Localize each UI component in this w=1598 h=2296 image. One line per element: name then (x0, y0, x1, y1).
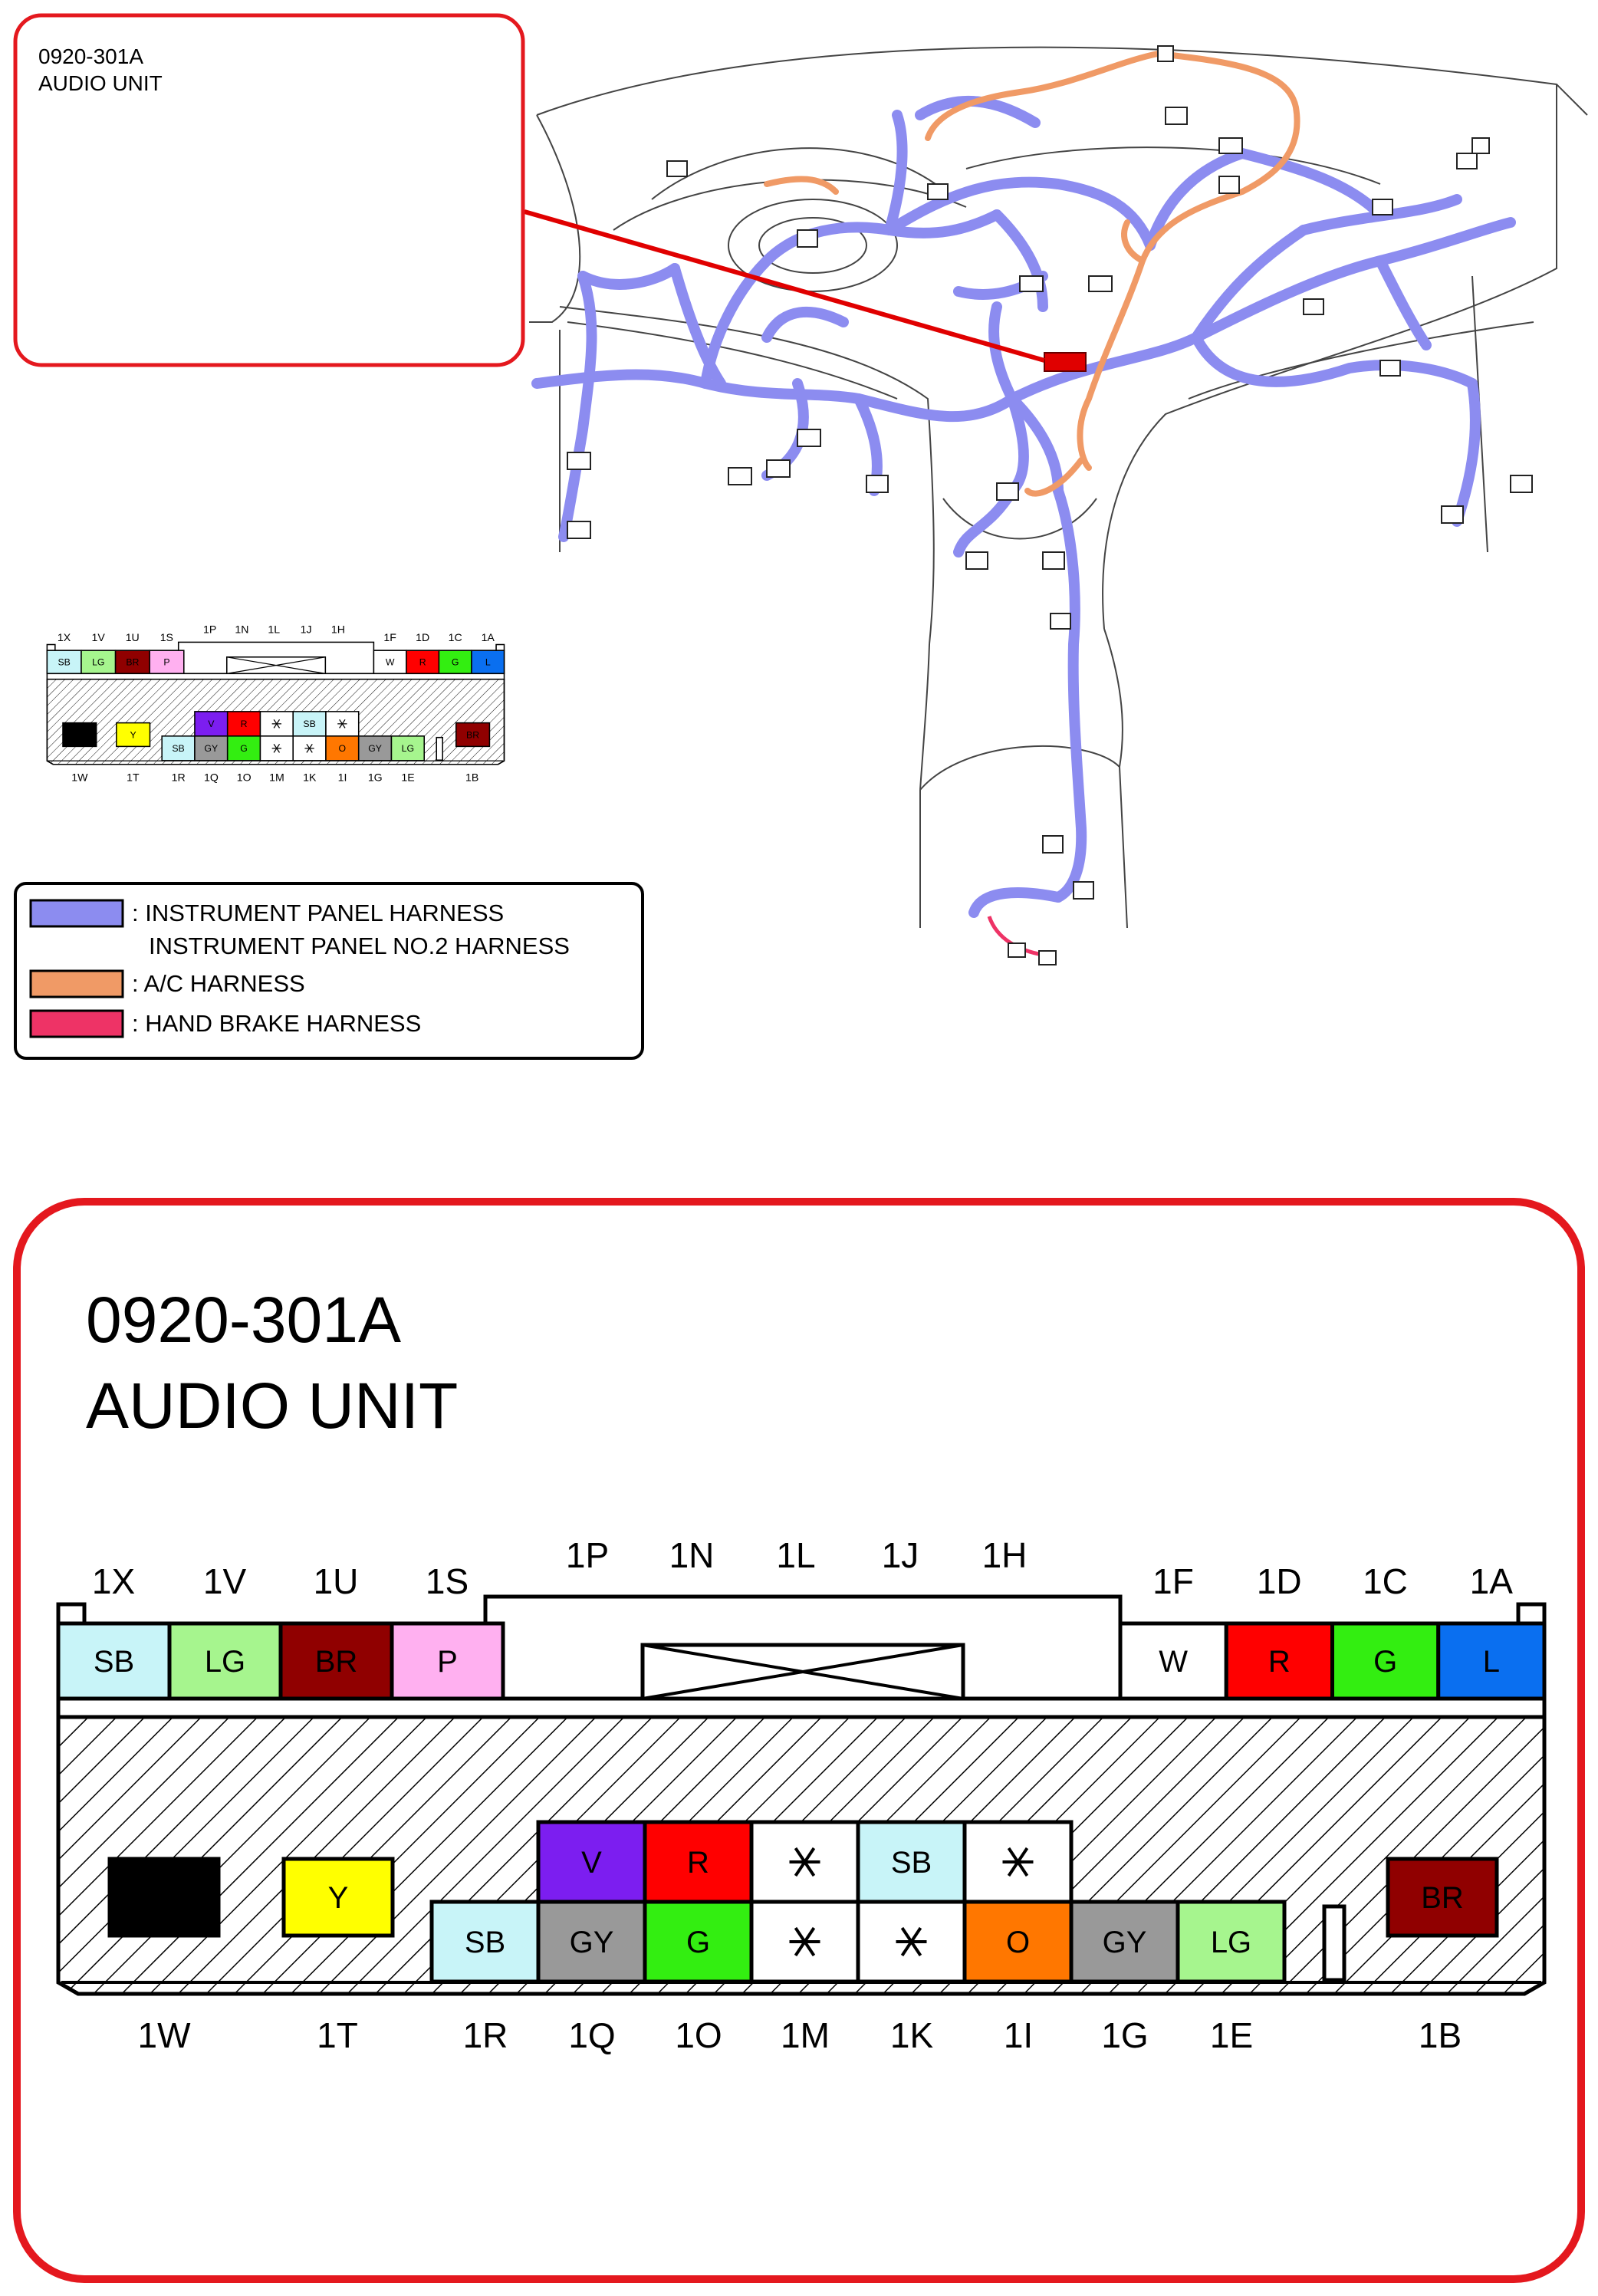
lower-pin-row (432, 1902, 1284, 1982)
pin-1v-cell (169, 1623, 281, 1699)
pin-1a-cell (1439, 1623, 1544, 1699)
pin-1k-label: 1K (889, 2015, 934, 2055)
pin-1n-label: 1N (669, 1535, 715, 1575)
pin-1g-cell-code: GY (1102, 1926, 1147, 1959)
pin-1s-cell (392, 1623, 503, 1699)
pin-1a-label: 1A (1469, 1561, 1513, 1601)
pin-1f-cell-code: W (1159, 1645, 1189, 1679)
pin-1w-label: 1W (137, 2015, 191, 2055)
top-right-pin-group (1120, 1623, 1544, 1699)
pin-1m-label: 1M (781, 2015, 830, 2055)
pin-1d-label: 1D (1256, 1561, 1302, 1601)
pin-1o-cell (645, 1902, 751, 1982)
pin-1r-label: 1R (462, 2015, 508, 2055)
connector-name: AUDIO UNIT (86, 1370, 459, 1442)
pin-1r-cell (432, 1902, 538, 1982)
upper-pin-row (538, 1822, 1071, 1902)
small-connector-code: 0920-301A (38, 44, 144, 68)
small-connector (47, 623, 504, 784)
pin-1p-label: 1P (565, 1535, 610, 1575)
pin-1f-cell (1120, 1623, 1226, 1699)
pin-1s-cell-code: P (437, 1645, 458, 1679)
pin-1u-label: 1U (313, 1561, 359, 1601)
pin-1e-cell-code: LG (1210, 1926, 1252, 1959)
legend-label-hand-brake: : HAND BRAKE HARNESS (132, 1010, 422, 1037)
pin-1t-cell (284, 1859, 393, 1936)
upper-cell-4 (858, 1822, 965, 1902)
upper-cell-2-code: R (687, 1846, 709, 1880)
instrument-panel-harness (537, 101, 1511, 913)
upper-cell-5 (965, 1822, 1071, 1902)
pin-1s-label: 1S (425, 1561, 469, 1601)
pin-1w-cell-code: B (153, 1881, 175, 1915)
audio-unit-locator-block (1044, 353, 1086, 371)
pin-1j-label: 1J (881, 1535, 919, 1575)
pin-1c-label: 1C (1363, 1561, 1408, 1601)
legend-label-ip-2: INSTRUMENT PANEL NO.2 HARNESS (149, 933, 570, 959)
harness-legend (15, 883, 643, 1058)
pin-1m-cell (751, 1902, 858, 1982)
pin-1f-label: 1F (1152, 1561, 1194, 1601)
small-connector-name: AUDIO UNIT (38, 71, 163, 95)
key-slot (1324, 1906, 1344, 1980)
pin-1q-cell-code: GY (569, 1926, 614, 1959)
top-left-pin-group (58, 1623, 503, 1699)
pin-1x-label: 1X (91, 1561, 136, 1601)
upper-cell-4-code: SB (890, 1846, 932, 1880)
pin-1e-cell (1178, 1902, 1284, 1982)
pin-1h-label: 1H (981, 1535, 1028, 1575)
large-connector-callout (17, 1202, 1581, 2279)
pin-1i-cell (965, 1902, 1071, 1982)
legend-swatch-ac (31, 971, 123, 997)
upper-cell-2 (645, 1822, 751, 1902)
legend-label-ip-1: : INSTRUMENT PANEL HARNESS (132, 900, 505, 926)
pin-1e-label: 1E (1209, 2015, 1254, 2055)
pin-1b-cell (1388, 1859, 1497, 1936)
pin-1o-cell-code: G (686, 1926, 711, 1959)
pin-1x-cell (58, 1623, 169, 1699)
pin-1x-cell-code: SB (93, 1645, 135, 1679)
pin-1a-cell-code: L (1482, 1645, 1500, 1679)
pin-1g-label: 1G (1101, 2015, 1149, 2055)
pin-1o-label: 1O (675, 2015, 722, 2055)
pin-1c-cell (1333, 1623, 1439, 1699)
legend-swatch-ip (31, 900, 123, 926)
pin-1d-cell (1226, 1623, 1332, 1699)
legend-label-ac: : A/C HARNESS (132, 970, 305, 997)
connector-code: 0920-301A (86, 1284, 402, 1356)
pin-1b-label: 1B (1418, 2015, 1462, 2055)
small-connector-callout (15, 15, 523, 783)
legend-item-ac (31, 970, 305, 997)
pin-1t-cell-code: Y (327, 1881, 349, 1915)
pin-1c-cell-code: G (1373, 1645, 1398, 1679)
pin-1k-cell (858, 1902, 965, 1982)
pin-1d-cell-code: R (1268, 1645, 1291, 1679)
upper-cell-3 (751, 1822, 858, 1902)
pin-1g-cell (1071, 1902, 1178, 1982)
pin-1v-label: 1V (202, 1561, 247, 1601)
pin-1b-cell-code: BR (1421, 1881, 1464, 1915)
legend-item-hand-brake (31, 1010, 421, 1037)
upper-cell-1-code: V (581, 1846, 602, 1880)
pin-1v-cell-code: LG (204, 1645, 246, 1679)
pin-1l-label: 1L (776, 1535, 816, 1575)
pin-1u-cell-code: BR (314, 1645, 358, 1679)
pin-1i-cell-code: O (1005, 1926, 1031, 1959)
pin-1q-label: 1Q (568, 2015, 616, 2055)
pin-1u-cell (281, 1623, 392, 1699)
legend-swatch-hand-brake (31, 1011, 123, 1037)
pin-1q-cell (538, 1902, 645, 1982)
pin-1r-cell-code: SB (464, 1926, 506, 1959)
pin-1i-label: 1I (1003, 2015, 1034, 2055)
upper-cell-1 (538, 1822, 645, 1902)
pin-1w-cell (110, 1859, 219, 1936)
pin-1t-label: 1T (317, 2015, 358, 2055)
